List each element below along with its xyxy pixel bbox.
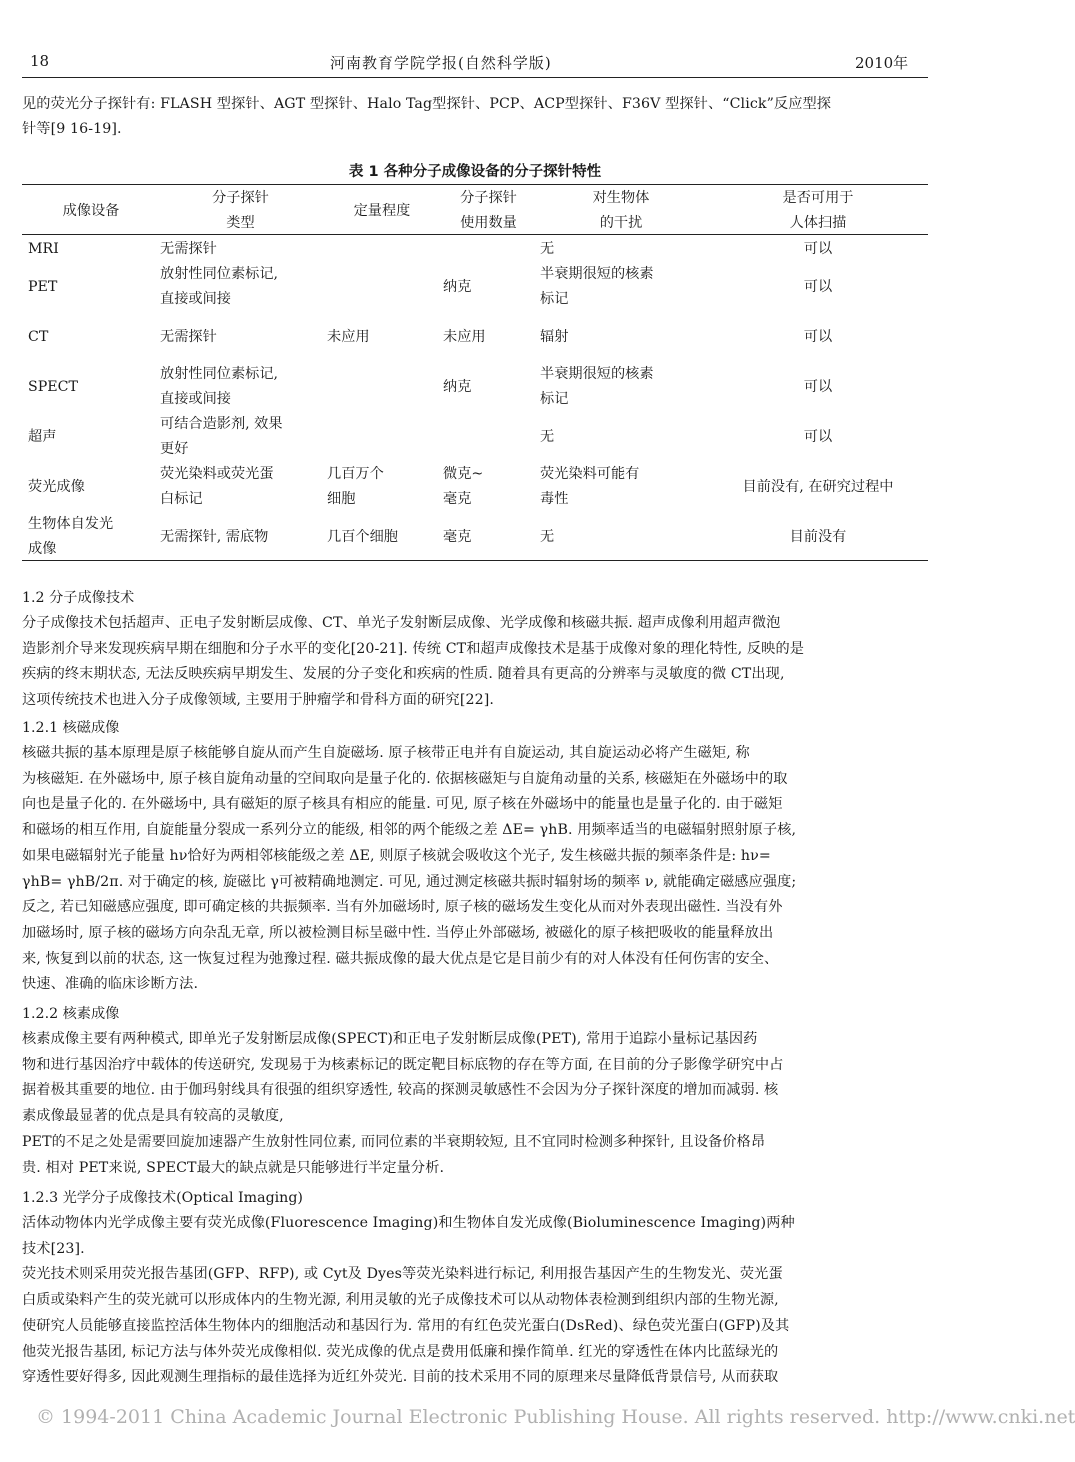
cell-text: 几百万个: [327, 466, 384, 482]
body-text-line: 和磁场的相互作用, 自旋能量分裂成一系列分立的能级, 相邻的两个能级之差 ΔE= γhB. 用频率适当的电磁辐射照射原子核,: [22, 822, 797, 839]
section-title-1-2: 1.2 分子成像技术: [22, 590, 135, 606]
table-row: [22, 312, 928, 362]
table-cell-amount: [437, 262, 534, 312]
table-cell-probe: [154, 412, 321, 462]
table-cell-probe: [154, 462, 321, 512]
table-cell-device: [22, 512, 154, 562]
body-text-line: 他荧光报告基团, 标记方法与体外荧光成像相似. 荧光成像的优点是费用低廉和操作简单. 红光的穿透性在体内比蓝绿光的: [22, 1343, 779, 1360]
cell-text: 目前没有: [789, 528, 847, 545]
table-cell-quant: [321, 462, 437, 512]
cell-text: 可以: [803, 428, 833, 445]
cell-text: 目前没有, 在研究过程中: [742, 478, 894, 495]
table-cell-probe: [154, 312, 321, 362]
body-text-line: 分子成像技术包括超声、正电子发射断层成像、CT、单光子发射断层成像、光学成像和核磁共振. 超声成像利用超声微泡: [22, 615, 781, 631]
cell-text: 白标记: [160, 491, 203, 507]
cell-text: 标记: [540, 391, 569, 407]
table-top-rule: [22, 184, 928, 185]
header-text: 类型: [226, 215, 255, 231]
table-caption: 表 1 各种分子成像设备的分子探针特性: [348, 164, 602, 180]
table-row: [22, 412, 928, 462]
cell-text: SPECT: [28, 378, 78, 395]
table-cell-amount: [437, 412, 534, 462]
body-text-line: 核磁共振的基本原理是原子核能够自旋从而产生自旋磁场. 原子核带正电并有自旋运动, 其自旋运动必将产生磁矩, 称: [22, 745, 750, 761]
cell-text: 可以: [803, 328, 833, 345]
table-cell-human: [702, 362, 928, 412]
body-text-line: 贵. 相对 PET来说, SPECT最大的缺点就是只能够进行半定量分析.: [22, 1159, 445, 1176]
cell-text: 超声: [28, 428, 57, 445]
table-cell-probe: [154, 362, 321, 412]
cell-text: 无: [540, 428, 555, 445]
body-text-line: 疾病的终末期状态, 无法反映疾病早期发生、发展的分子变化和疾病的性质. 随着具有更高的分辨率与灵敏度的微 CT出现,: [22, 666, 785, 683]
cell-text: 毒性: [540, 491, 569, 507]
table-cell-amount: [437, 512, 534, 562]
header-text: 分子探针: [460, 190, 517, 206]
cell-text: 纳克: [443, 278, 472, 295]
table-row: [22, 262, 928, 312]
table-cell-interference: [534, 262, 702, 312]
table-cell-device: [22, 412, 154, 462]
table-cell-amount: [437, 362, 534, 412]
body-text-line: 白质或染料产生的荧光就可以形成体内的生物光源, 利用灵敏的光子成像技术可以从动物体表检测到组织内部的生物光源,: [22, 1292, 779, 1309]
body-text-line: 造影剂介导来发现疾病早期在细胞和分子水平的变化[20-21]. 传统 CT和超声成像技术是基于成像对象的理化特性, 反映的是: [22, 640, 805, 657]
table-row: [22, 462, 928, 512]
cell-text: 标记: [540, 291, 569, 307]
cell-text: 可结合造影剂, 效果: [160, 416, 283, 432]
table-header-cell: [22, 186, 154, 236]
section-title-1-2-2: 1.2.2 核素成像: [22, 1006, 120, 1022]
cell-text: 荧光染料或荧光蛋: [160, 466, 274, 482]
cell-text: 无: [540, 240, 555, 257]
body-text-line: 活体动物体内光学成像主要有荧光成像(Fluorescence Imaging)和生物体自发光成像(Bioluminescence Imaging)两种: [22, 1215, 795, 1231]
table-cell-quant: [321, 312, 437, 362]
cell-text: 可以: [803, 378, 833, 395]
table-cell-probe: [154, 262, 321, 312]
cell-text: 无需探针: [160, 240, 217, 257]
table-cell-human: [702, 262, 928, 312]
table-row: [22, 512, 928, 562]
body-text-line: 为核磁矩. 在外磁场中, 原子核自旋角动量的空间取向是量子化的. 依据核磁矩与自旋角动量的关系, 核磁矩在外磁场中的取: [22, 770, 788, 787]
header-text: 分子探针: [212, 190, 269, 206]
table-cell-interference: [534, 312, 702, 362]
cell-text: 微克~: [443, 466, 484, 482]
table-cell-device: [22, 362, 154, 412]
cell-text: 未应用: [443, 328, 486, 345]
cell-text: 半衰期很短的核素: [540, 366, 654, 382]
section-title-1-2-3: 1.2.3 光学分子成像技术(Optical Imaging): [22, 1190, 303, 1206]
cell-text: 成像: [28, 541, 57, 557]
table-cell-probe: [154, 236, 321, 262]
cell-text: CT: [28, 328, 49, 345]
cell-text: 可以: [803, 240, 833, 257]
table-cell-interference: [534, 462, 702, 512]
cell-text: 毫克: [443, 528, 472, 545]
table-cell-quant: [321, 236, 437, 262]
probe-table: [22, 186, 928, 562]
table-header-cell: [437, 186, 534, 236]
intro-line: 见的荧光分子探针有: FLASH 型探针、AGT 型探针、Halo Tag型探针、PCP、ACP型探针、F36V 型探针、“Click”反应型探: [22, 96, 832, 112]
body-text-line: 物和进行基因治疗中载体的传送研究, 发现易于为核素标记的既定靶目标底物的存在等方面, 在目前的分子影像学研究中占: [22, 1056, 784, 1073]
table-header-cell: [321, 186, 437, 236]
table-header-cell: [534, 186, 702, 236]
table-cell-quant: [321, 362, 437, 412]
cell-text: 可以: [803, 278, 833, 295]
header-rule: [22, 77, 928, 78]
table-header-cell: [154, 186, 321, 236]
table-cell-quant: [321, 512, 437, 562]
cell-text: 纳克: [443, 378, 472, 395]
year: 2010年: [855, 54, 909, 72]
header-text: 定量程度: [353, 202, 411, 219]
header-text: 人体扫描: [789, 215, 847, 231]
table-cell-quant: [321, 262, 437, 312]
table-cell-human: [702, 512, 928, 562]
table-cell-human: [702, 312, 928, 362]
table-cell-interference: [534, 512, 702, 562]
journal-title: 河南教育学院学报(自然科学版): [330, 54, 552, 72]
body-text-line: 穿透性要好得多, 因此观测生理指标的最佳选择为近红外荧光. 目前的技术采用不同的原理来尽量降低背景信号, 从而获取: [22, 1369, 779, 1386]
body-text-line: 这项传统技术也进入分子成像领域, 主要用于肿瘤学和骨科方面的研究[22].: [22, 692, 494, 709]
table-row: [22, 236, 928, 262]
table-cell-quant: [321, 412, 437, 462]
cell-text: 无需探针: [160, 328, 217, 345]
body-text-line: 加磁场时, 原子核的磁场方向杂乱无章, 所以被检测目标呈磁中性. 当停止外部磁场, 被磁化的原子核把吸收的能量释放出: [22, 924, 774, 941]
table-cell-human: [702, 236, 928, 262]
cell-text: 放射性同位素标记,: [160, 266, 279, 282]
table-cell-interference: [534, 362, 702, 412]
body-text-line: γhB= γhB/2π. 对于确定的核, 旋磁比 γ可被精确地测定. 可见, 通过测定核磁共振时辐射场的频率 ν, 就能确定磁感应强度;: [22, 873, 797, 890]
body-text-line: 核素成像主要有两种模式, 即单光子发射断层成像(SPECT)和正电子发射断层成像(PET), 常用于追踪小量标记基因药: [22, 1031, 758, 1047]
cell-text: MRI: [28, 240, 59, 257]
body-text-line: 技术[23].: [22, 1240, 85, 1257]
table-cell-interference: [534, 412, 702, 462]
body-text-line: PET的不足之处是需要回旋加速器产生放射性同位素, 而同位素的半衰期较短, 且不宜同时检测多种探针, 且设备价格昂: [22, 1133, 766, 1150]
intro-line: 针等[9 16-19].: [22, 121, 122, 137]
table-header-row: [22, 186, 928, 236]
table-cell-human: [702, 412, 928, 462]
body-text-line: 来, 恢复到以前的状态, 这一恢复过程为弛豫过程. 磁共振成像的最大优点是它是目前少有的对人体没有任何伤害的安全、: [22, 950, 779, 967]
cell-text: 直接或间接: [160, 391, 231, 407]
table-cell-device: [22, 262, 154, 312]
table-cell-device: [22, 236, 154, 262]
cell-text: 放射性同位素标记,: [160, 366, 279, 382]
table-cell-amount: [437, 462, 534, 512]
cell-text: 辐射: [540, 328, 569, 345]
section-title-1-2-1: 1.2.1 核磁成像: [22, 720, 120, 736]
body-text-line: 素成像最显著的优点是具有较高的灵敏度,: [22, 1108, 284, 1125]
body-text-line: 如果电磁辐射光子能量 hν恰好为两相邻核能级之差 ΔE, 则原子核就会吸收这个光子, 发生核磁共振的频率条件是: hν=: [22, 847, 771, 864]
cell-text: 更好: [160, 441, 189, 457]
header-text: 的干扰: [599, 215, 643, 231]
body-text-line: 反之, 若已知磁感应强度, 即可确定核的共振频率. 当有外加磁场时, 原子核的磁场发生变化从而对外表现出磁性. 当没有外: [22, 899, 783, 916]
header-text: 使用数量: [460, 215, 517, 231]
cell-text: 半衰期很短的核素: [540, 266, 654, 282]
cell-text: 生物体自发光: [28, 516, 114, 532]
table-cell-device: [22, 462, 154, 512]
body-text-line: 快速、准确的临床诊断方法.: [22, 976, 199, 993]
cell-text: 未应用: [327, 328, 370, 345]
body-text-line: 据着极其重要的地位. 由于伽玛射线具有很强的组织穿透性, 较高的探测灵敏感性不会因为分子探针深度的增加而减弱. 核: [22, 1082, 779, 1099]
header-text: 是否可用于: [782, 190, 854, 206]
table-cell-human: [702, 462, 928, 512]
page-number: 18: [30, 52, 50, 70]
copyright-footer: © 1994-2011 China Academic Journal Electronic Publishing House. All rights reserved. http://www.cnki.net: [36, 1406, 1075, 1428]
body-text-line: 使研究人员能够直接监控活体生物体内的细胞活动和基因行为. 常用的有红色荧光蛋白(DsRed)、绿色荧光蛋白(GFP)及其: [22, 1317, 790, 1334]
cell-text: 直接或间接: [160, 291, 231, 307]
cell-text: 无: [540, 528, 555, 545]
body-text-line: 荧光技术则采用荧光报告基团(GFP、RFP), 或 Cyt及 Dyes等荧光染料进行标记, 利用报告基因产生的生物发光、荧光蛋: [22, 1266, 783, 1283]
table-row: [22, 362, 928, 412]
cell-text: 毫克: [443, 491, 472, 507]
table-cell-amount: [437, 312, 534, 362]
table-cell-device: [22, 312, 154, 362]
cell-text: 几百个细胞: [327, 528, 398, 545]
table-cell-probe: [154, 512, 321, 562]
table-cell-amount: [437, 236, 534, 262]
body-text-line: 向也是量子化的. 在外磁场中, 具有磁矩的原子核具有相应的能量. 可见, 原子核在外磁场中的能量也是量子化的. 由于磁矩: [22, 796, 783, 813]
table-header-cell: [702, 186, 928, 236]
cell-text: 细胞: [327, 491, 356, 507]
cell-text: 荧光成像: [28, 478, 85, 495]
header-text: 成像设备: [62, 202, 120, 219]
cell-text: 无需探针, 需底物: [160, 528, 269, 545]
cell-text: PET: [28, 278, 58, 295]
header-text: 对生物体: [592, 190, 650, 206]
cell-text: 荧光染料可能有: [540, 466, 640, 482]
table-cell-interference: [534, 236, 702, 262]
